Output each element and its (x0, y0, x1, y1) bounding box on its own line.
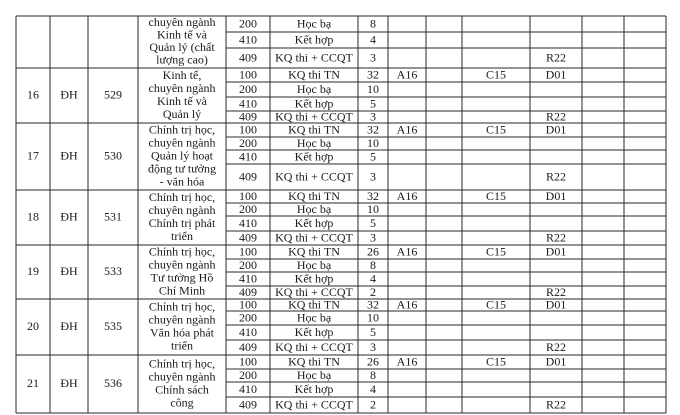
method-code: 100 (239, 244, 257, 259)
method-code: 410 (239, 149, 257, 164)
row-number: 20 (27, 318, 39, 333)
method-code: 100 (239, 188, 257, 203)
major-name-line: chuyên ngành (148, 312, 216, 327)
subject-combo: A16 (396, 188, 418, 203)
quota: 4 (370, 271, 376, 286)
major-name-line: Chính trị phát (148, 215, 216, 230)
method-code: 100 (239, 354, 257, 369)
major-name-line: chuyên ngành (148, 202, 216, 217)
row-number: 17 (27, 148, 39, 163)
major-name-line: Chính trị học, (148, 189, 216, 204)
subject-combo: A16 (396, 354, 418, 369)
subject-combo: R22 (545, 109, 567, 124)
training-level: ĐH (60, 209, 78, 224)
method-code: 410 (239, 381, 257, 396)
major-name-line: Văn hóa phát (150, 325, 214, 340)
major-name-line: chuyên ngành (148, 135, 216, 150)
major-name-line: chuyên ngành (148, 15, 216, 29)
method-name: Học bạ (296, 16, 332, 31)
method-code: 100 (239, 67, 257, 82)
quota: 4 (370, 32, 376, 47)
quota: 5 (370, 149, 376, 164)
subject-combo: A16 (396, 122, 418, 137)
major-name-line: - văn hóa (159, 174, 205, 189)
quota: 10 (367, 81, 379, 96)
method-code: 410 (239, 32, 257, 47)
subject-combo: R22 (545, 50, 567, 65)
method-code: 409 (239, 397, 257, 412)
row-number: 18 (27, 209, 39, 224)
method-name: Kết hợp (294, 32, 334, 47)
method-name: KQ thi + CCQT (275, 169, 353, 184)
quota: 26 (367, 354, 379, 369)
major-name-line: Chính sách (155, 382, 209, 397)
major-name-line: Chí Minh (158, 283, 206, 298)
major-name-line: Quản lý (162, 106, 202, 121)
quota: 2 (370, 284, 376, 299)
major-code: 531 (104, 209, 122, 224)
method-code: 410 (239, 324, 257, 339)
method-name: Học bạ (296, 81, 332, 96)
row-number: 19 (27, 263, 39, 278)
method-name: Kết hợp (294, 96, 334, 111)
training-level: ĐH (60, 375, 78, 390)
method-code: 409 (239, 284, 257, 299)
method-code: 200 (239, 201, 257, 216)
quota: 10 (367, 135, 379, 150)
subject-combo: C15 (485, 297, 507, 312)
quota: 32 (367, 188, 379, 203)
subject-combo: R22 (545, 284, 567, 299)
major-name-line: công (170, 395, 194, 410)
subject-combo: C15 (485, 354, 507, 369)
major-name-line: chuyên ngành (148, 80, 216, 95)
subject-combo: C15 (485, 244, 507, 259)
major-name-line: Tư tưởng Hồ (150, 270, 214, 285)
major-name-line: Chính trị học, (148, 244, 216, 259)
subject-combo: D01 (545, 244, 567, 259)
subject-combo: C15 (485, 188, 507, 203)
subject-combo: C15 (485, 122, 507, 137)
quota: 3 (370, 109, 376, 124)
method-name: KQ thi TN (288, 67, 340, 82)
quota: 26 (367, 244, 379, 259)
table-cells (27, 15, 566, 411)
method-code: 200 (239, 367, 257, 382)
subject-combo: D01 (545, 354, 567, 369)
training-level: ĐH (60, 87, 78, 102)
quota: 3 (370, 339, 376, 354)
subject-combo: D01 (545, 297, 567, 312)
subject-combo: R22 (545, 230, 567, 245)
method-name: KQ thi + CCQT (275, 397, 353, 412)
method-name: KQ thi TN (288, 297, 340, 312)
major-name-line: triển (171, 228, 193, 243)
major-name-line: Quản lý hoạt (151, 148, 213, 163)
major-name-line: triển (171, 338, 193, 353)
method-name: Học bạ (296, 367, 332, 382)
method-name: Học bạ (296, 201, 332, 216)
subject-combo: R22 (545, 339, 567, 354)
method-code: 409 (239, 109, 257, 124)
major-name-line: chuyên ngành (148, 257, 216, 272)
subject-combo: D01 (545, 122, 567, 137)
method-name: Kết hợp (294, 215, 334, 230)
method-code: 200 (239, 257, 257, 272)
major-code: 535 (104, 318, 122, 333)
quota: 5 (370, 215, 376, 230)
quota: 3 (370, 50, 376, 65)
quota: 10 (367, 310, 379, 325)
method-name: KQ thi + CCQT (275, 230, 353, 245)
row-number: 21 (27, 375, 39, 390)
subject-combo: D01 (545, 67, 567, 82)
major-name-line: động tư tưởng (147, 161, 217, 176)
row-number: 16 (27, 87, 39, 102)
quota: 32 (367, 297, 379, 312)
major-code: 529 (104, 87, 122, 102)
major-code: 536 (104, 375, 122, 390)
quota: 2 (370, 397, 376, 412)
method-name: KQ thi + CCQT (275, 109, 353, 124)
quota: 4 (370, 381, 376, 396)
major-name-line: Quản lý (chất (149, 40, 215, 54)
method-code: 409 (239, 230, 257, 245)
major-name-line: chuyên ngành (148, 369, 216, 384)
major-name-line: Kinh tế và (157, 27, 207, 42)
subject-combo: D01 (545, 188, 567, 203)
major-code: 533 (104, 263, 122, 278)
method-code: 410 (239, 215, 257, 230)
method-code: 409 (239, 339, 257, 354)
method-code: 200 (239, 81, 257, 96)
method-name: Học bạ (296, 310, 332, 325)
major-code: 530 (104, 148, 122, 163)
method-name: Học bạ (296, 135, 332, 150)
quota: 8 (370, 257, 376, 272)
training-level: ĐH (60, 148, 78, 163)
method-name: KQ thi + CCQT (275, 284, 353, 299)
method-name: KQ thi + CCQT (275, 50, 353, 65)
quota: 5 (370, 96, 376, 111)
quota: 3 (370, 169, 376, 184)
major-name-line: Kinh tế và (157, 93, 207, 108)
method-name: Kết hợp (294, 149, 334, 164)
method-name: Học bạ (296, 257, 332, 272)
training-level: ĐH (60, 263, 78, 278)
method-code: 410 (239, 96, 257, 111)
method-code: 100 (239, 122, 257, 137)
subject-combo: R22 (545, 397, 567, 412)
quota: 32 (367, 122, 379, 137)
quota: 3 (370, 230, 376, 245)
method-name: Kết hợp (294, 271, 334, 286)
subject-combo: R22 (545, 169, 567, 184)
method-name: KQ thi TN (288, 122, 340, 137)
quota: 8 (370, 16, 376, 31)
method-name: Kết hợp (294, 381, 334, 396)
major-name-line: Chính trị học, (148, 122, 216, 137)
method-code: 409 (239, 169, 257, 184)
major-name-line: lượng cao) (156, 52, 208, 67)
quota: 10 (367, 201, 379, 216)
subject-combo: A16 (396, 297, 418, 312)
subject-combo: A16 (396, 67, 418, 82)
quota: 32 (367, 67, 379, 82)
method-code: 200 (239, 16, 257, 31)
method-name: KQ thi TN (288, 244, 340, 259)
method-code: 200 (239, 135, 257, 150)
method-name: Kết hợp (294, 324, 334, 339)
method-code: 410 (239, 271, 257, 286)
method-code: 100 (239, 297, 257, 312)
subject-combo: A16 (396, 244, 418, 259)
quota: 8 (370, 367, 376, 382)
major-name-line: Chính trị học, (148, 299, 216, 314)
method-code: 409 (239, 50, 257, 65)
training-level: ĐH (60, 318, 78, 333)
major-name-line: Kinh tế, (162, 67, 202, 82)
method-name: KQ thi + CCQT (275, 339, 353, 354)
method-name: KQ thi TN (288, 354, 340, 369)
method-code: 200 (239, 310, 257, 325)
method-name: KQ thi TN (288, 188, 340, 203)
subject-combo: C15 (485, 67, 507, 82)
quota: 5 (370, 324, 376, 339)
major-name-line: Chính trị học, (148, 356, 216, 371)
